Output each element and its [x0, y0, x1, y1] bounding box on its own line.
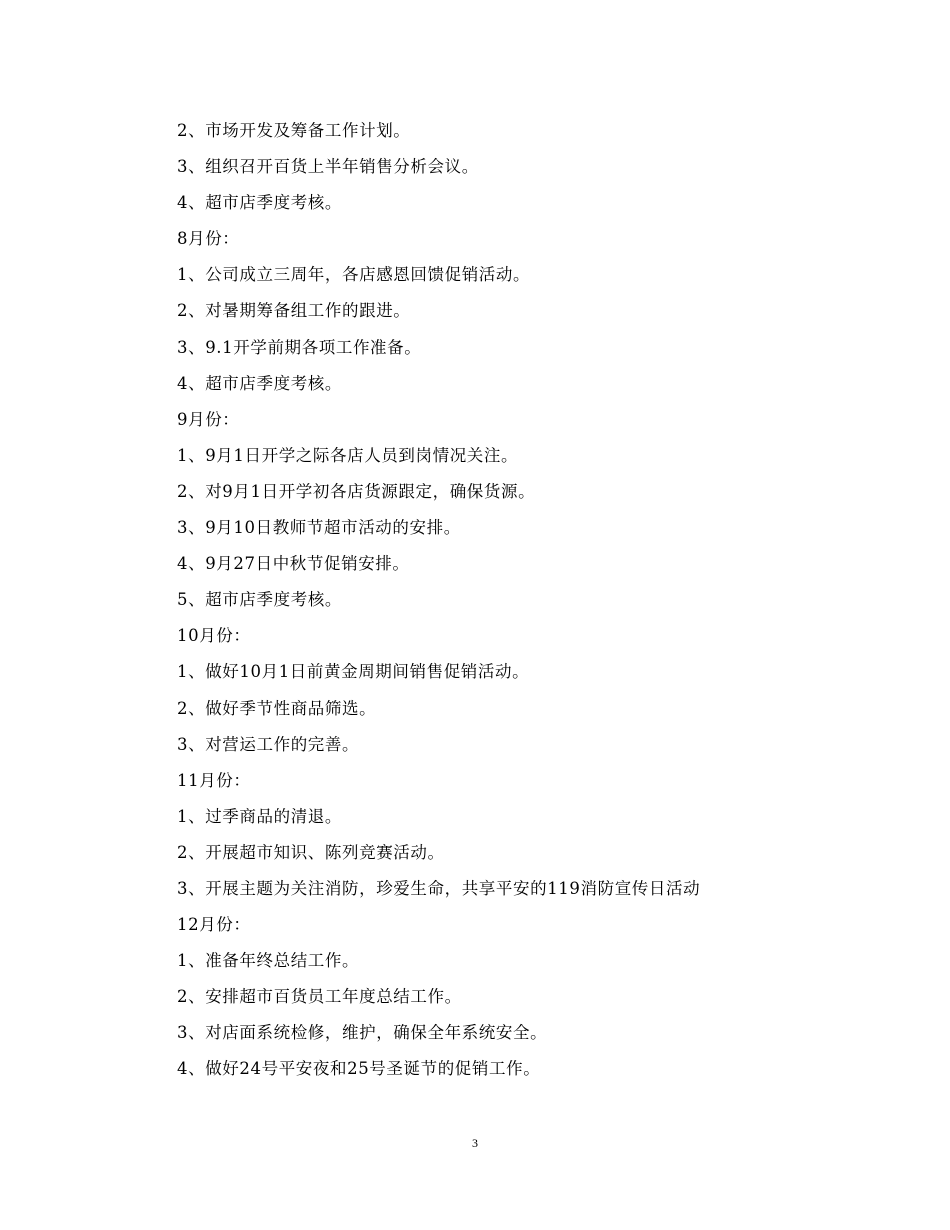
text-line: 1、准备年终总结工作。 — [177, 951, 360, 971]
text-line: 3、对店面系统检修，维护，确保全年系统安全。 — [177, 1023, 548, 1043]
text-line: 1、做好10月1日前黄金周期间销售促销活动。 — [177, 662, 530, 682]
text-line: 1、过季商品的清退。 — [177, 806, 342, 826]
month-heading: 10月份： — [177, 626, 251, 646]
text-line: 3、组织召开百货上半年销售分析会议。 — [177, 157, 479, 177]
text-line: 2、对暑期筹备组工作的跟进。 — [177, 301, 411, 321]
text-line: 3、开展主题为关注消防，珍爱生命，共享平安的119消防宣传日活动 — [177, 878, 701, 898]
text-line: 1、公司成立三周年，各店感恩回馈促销活动。 — [177, 265, 531, 285]
month-heading: 9月份： — [177, 409, 240, 429]
text-line: 2、做好季节性商品筛选。 — [177, 698, 377, 718]
text-line: 4、超市店季度考核。 — [177, 373, 342, 393]
page-number: 3 — [472, 1136, 478, 1150]
month-heading: 11月份： — [177, 770, 251, 790]
text-line: 3、9月10日教师节超市活动的安排。 — [177, 518, 461, 538]
text-line: 2、市场开发及筹备工作计划。 — [177, 121, 411, 140]
text-line: 1、9月1日开学之际各店人员到岗情况关注。 — [177, 445, 519, 465]
text-line: 2、安排超市百货员工年度总结工作。 — [177, 987, 462, 1007]
text-line: 2、开展超市知识、陈列竞赛活动。 — [177, 842, 445, 862]
text-line: 4、做好24号平安夜和25号圣诞节的促销工作。 — [177, 1059, 541, 1079]
month-heading: 8月份： — [177, 229, 240, 249]
text-line: 3、9.1开学前期各项工作准备。 — [177, 337, 422, 357]
text-line: 4、超市店季度考核。 — [177, 193, 342, 213]
document-body — [177, 113, 817, 1088]
text-line: 5、超市店季度考核。 — [177, 590, 342, 610]
text-line: 2、对9月1日开学初各店货源跟定，确保货源。 — [177, 481, 536, 501]
month-heading: 12月份： — [177, 915, 251, 935]
text-line: 3、对营运工作的完善。 — [177, 734, 360, 754]
text-line: 4、9月27日中秋节促销安排。 — [177, 554, 410, 574]
